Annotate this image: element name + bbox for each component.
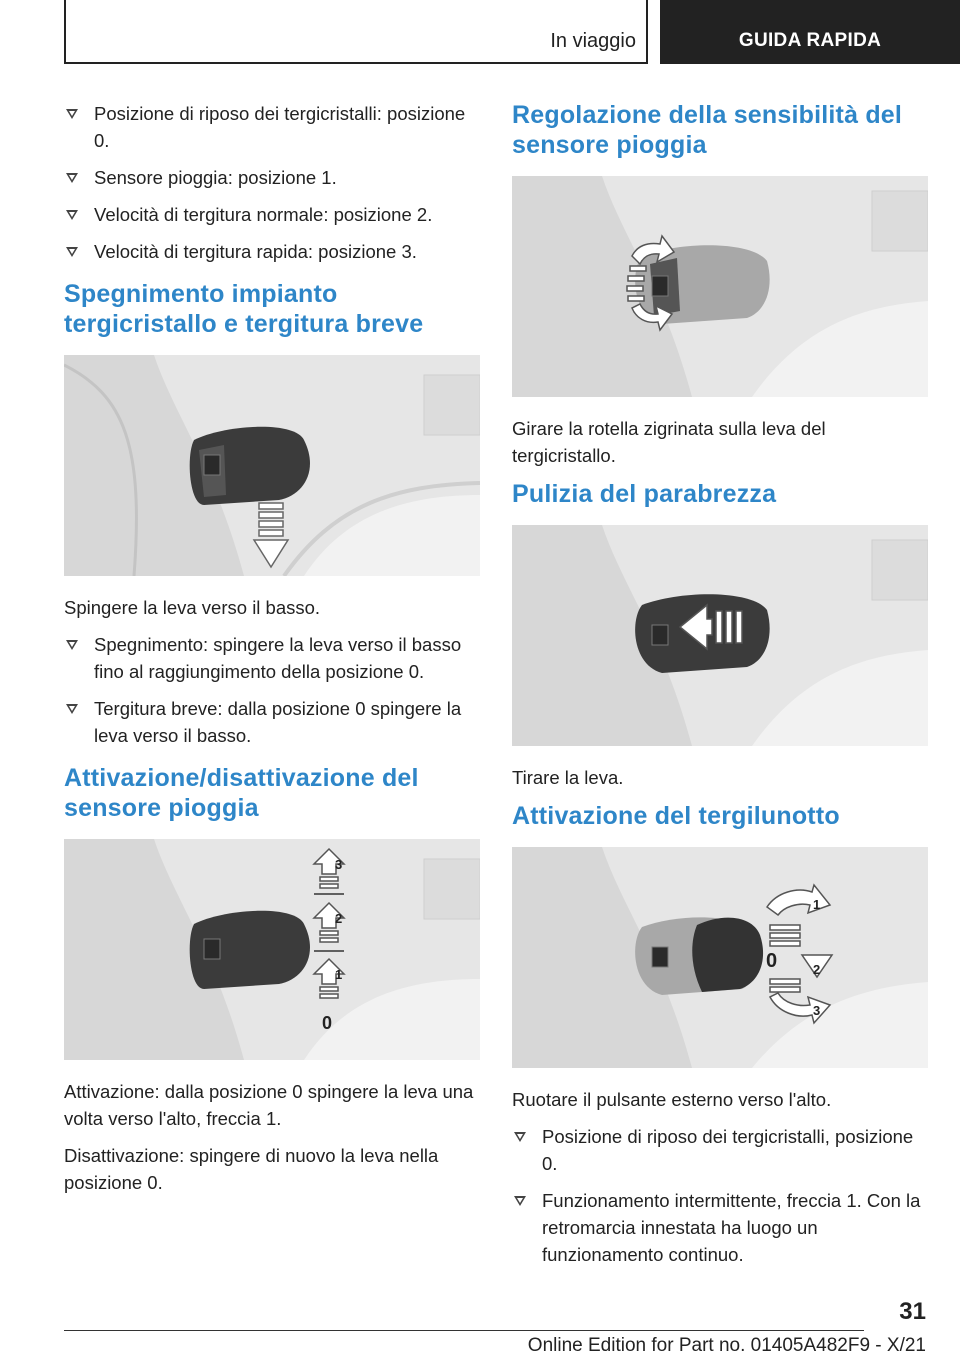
position-label-3: 3 [335,857,343,872]
footer-divider [64,1330,864,1331]
list-item: Posizione di riposo dei tergicristalli, posizione 0. [512,1123,928,1177]
list-item: Velocità di tergitura normale: posizione 2. [64,201,480,228]
rear-label-1: 1 [813,897,821,912]
triangle-bullet-icon [514,1196,526,1206]
position-label-1: 1 [335,967,343,982]
rear-label-0: 0 [766,950,778,972]
list-item: Velocità di tergitura rapida: posizione 3. [64,238,480,265]
page-number: 31 [899,1298,926,1325]
position-label-2: 2 [335,911,343,926]
wiper-off-bullet-list [64,631,480,749]
section-heading-rear-wiper: Attivazione del tergilunotto [512,802,840,830]
list-item: Tergitura breve: dalla posizione 0 spingere la leva verso il basso. [64,695,480,749]
figure-rain-sensor-positions [64,839,480,1060]
left-column [64,100,480,1206]
rain-sensor-activation-text: Attivazione: dalla posizione 0 spingere la leva una volta verso l'alto, freccia 1. [64,1081,474,1129]
section-heading-rain-sensor: Attivazione/disattivazione del sensore pioggia [64,764,419,822]
triangle-bullet-icon [514,1132,526,1142]
section-heading-sensitivity: Regolazione della sensibilità del sensore pioggia [512,101,903,159]
triangle-bullet-icon [66,173,78,183]
list-item: Posizione di riposo dei tergicristalli: posizione 0. [64,100,480,154]
footer-edition-text: Online Edition for Part no. 01405A482F9 - X/21 [527,1335,926,1356]
caption-pull-lever: Tirare la leva. [512,767,624,788]
list-item: Funzionamento intermittente, freccia 1. Con la retromarcia innestata ha luogo un funzionamento continuo. [512,1187,928,1268]
rear-label-3: 3 [813,1003,821,1018]
rain-sensor-deactivation-text: Disattivazione: spingere di nuovo la leva nella posizione 0. [64,1145,439,1193]
triangle-bullet-icon [66,704,78,714]
figure-knurled-wheel [512,176,928,397]
triangle-bullet-icon [66,109,78,119]
list-item: Sensore pioggia: posizione 1. [64,164,480,191]
figure-lever-pull [512,525,928,746]
section-heading-wiper-off: Spegnimento impianto tergicristallo e tergitura breve [64,280,424,338]
caption-rotate-knob: Ruotare il pulsante esterno verso l'alto. [512,1089,832,1110]
header-badge: GUIDA RAPIDA [660,0,960,64]
triangle-bullet-icon [66,210,78,220]
position-label-0: 0 [322,1013,333,1033]
caption-knurled-wheel: Girare la rotella zigrinata sulla leva del tergicristallo. [512,418,826,466]
rear-label-2: 2 [813,962,821,977]
header-section-title: In viaggio [550,30,636,52]
list-item: Spegnimento: spingere la leva verso il basso fino al raggiungimento della posizione 0. [64,631,480,685]
figure-rear-wiper-knob [512,847,928,1068]
section-heading-windscreen-cleaning: Pulizia del parabrezza [512,480,777,508]
caption-push-down: Spingere la leva verso il basso. [64,597,321,618]
triangle-bullet-icon [66,247,78,257]
rear-wiper-bullet-list [512,1123,928,1268]
figure-lever-push-down [64,355,480,576]
intro-bullet-list [64,100,480,265]
triangle-bullet-icon [66,640,78,650]
right-column [512,100,928,1282]
